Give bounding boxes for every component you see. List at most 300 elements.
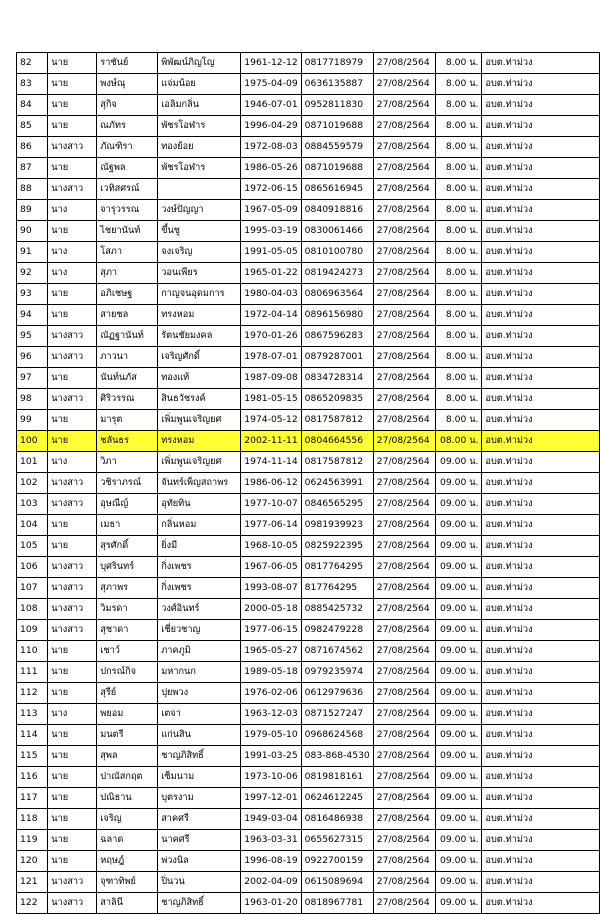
row-number: 88	[17, 179, 48, 200]
row-number: 113	[17, 704, 48, 725]
title-prefix: นางสาว	[48, 872, 97, 893]
phone-number: 0871019688	[301, 158, 373, 179]
appointment-date: 27/08/2564	[373, 536, 436, 557]
appointment-date: 27/08/2564	[373, 263, 436, 284]
phone-number: 083-868-4530	[301, 746, 373, 767]
birth-date: 1963-12-03	[241, 704, 301, 725]
phone-number: 0819818161	[301, 767, 373, 788]
location: อบต.ท่าม่วง	[482, 368, 600, 389]
appointment-time: 09.00 น.	[436, 767, 482, 788]
table-row	[17, 284, 600, 305]
appointment-date: 27/08/2564	[373, 410, 436, 431]
appointment-time: 09.00 น.	[436, 788, 482, 809]
location: อบต.ท่าม่วง	[482, 599, 600, 620]
title-prefix: นาย	[48, 158, 97, 179]
birth-date: 1996-08-19	[241, 851, 301, 872]
appointment-time: 8.00 น.	[436, 158, 482, 179]
last-name: ทรงหอม	[158, 431, 241, 452]
title-prefix: นาย	[48, 788, 97, 809]
title-prefix: นางสาว	[48, 347, 97, 368]
title-prefix: นาย	[48, 830, 97, 851]
row-number: 112	[17, 683, 48, 704]
first-name: สุภาพร	[97, 578, 158, 599]
table-row	[17, 830, 600, 851]
row-number: 98	[17, 389, 48, 410]
row-number: 106	[17, 557, 48, 578]
row-number: 82	[17, 53, 48, 74]
table-row	[17, 851, 600, 872]
last-name: ทองย้อย	[158, 137, 241, 158]
appointment-date: 27/08/2564	[373, 725, 436, 746]
title-prefix: นาย	[48, 368, 97, 389]
location: อบต.ท่าม่วง	[482, 74, 600, 95]
appointment-time: 09.00 น.	[436, 830, 482, 851]
table-row	[17, 53, 600, 74]
appointment-time: 09.00 น.	[436, 620, 482, 641]
appointment-time: 09.00 น.	[436, 641, 482, 662]
appointment-date: 27/08/2564	[373, 893, 436, 914]
appointment-time: 09.00 น.	[436, 473, 482, 494]
location: อบต.ท่าม่วง	[482, 284, 600, 305]
first-name: สุชาดา	[97, 620, 158, 641]
table-row	[17, 557, 600, 578]
phone-number: 0840918816	[301, 200, 373, 221]
row-number: 111	[17, 662, 48, 683]
location: อบต.ท่าม่วง	[482, 872, 600, 893]
appointment-time: 8.00 น.	[436, 263, 482, 284]
phone-number: 0655627315	[301, 830, 373, 851]
appointment-date: 27/08/2564	[373, 431, 436, 452]
appointment-time: 8.00 น.	[436, 368, 482, 389]
last-name	[158, 179, 241, 200]
table-row	[17, 242, 600, 263]
birth-date: 1972-06-15	[241, 179, 301, 200]
appointment-date: 27/08/2564	[373, 116, 436, 137]
phone-number: 0612979636	[301, 683, 373, 704]
title-prefix: นาย	[48, 641, 97, 662]
table-row	[17, 410, 600, 431]
birth-date: 1965-05-27	[241, 641, 301, 662]
birth-date: 1981-05-15	[241, 389, 301, 410]
table-row	[17, 200, 600, 221]
first-name: สายชล	[97, 305, 158, 326]
location: อบต.ท่าม่วง	[482, 662, 600, 683]
last-name: ทองแท้	[158, 368, 241, 389]
phone-number: 0865209835	[301, 389, 373, 410]
table-row	[17, 473, 600, 494]
appointment-time: 09.00 น.	[436, 704, 482, 725]
appointment-date: 27/08/2564	[373, 179, 436, 200]
appointment-time: 8.00 น.	[436, 326, 482, 347]
location: อบต.ท่าม่วง	[482, 515, 600, 536]
appointment-time: 8.00 น.	[436, 116, 482, 137]
last-name: เพิ่มพูนเจริญยศ	[158, 452, 241, 473]
phone-number: 0867596283	[301, 326, 373, 347]
first-name: อภิเชษฐ	[97, 284, 158, 305]
title-prefix: นาย	[48, 767, 97, 788]
birth-date: 1967-06-05	[241, 557, 301, 578]
row-number: 83	[17, 74, 48, 95]
row-number: 96	[17, 347, 48, 368]
appointment-date: 27/08/2564	[373, 74, 436, 95]
title-prefix: นาง	[48, 200, 97, 221]
location: อบต.ท่าม่วง	[482, 137, 600, 158]
birth-date: 1972-04-14	[241, 305, 301, 326]
first-name: ณัฏฐานันท์	[97, 326, 158, 347]
first-name: นันท์นภัส	[97, 368, 158, 389]
first-name: มารุต	[97, 410, 158, 431]
last-name: สาคศรี	[158, 809, 241, 830]
table-row	[17, 599, 600, 620]
location: อบต.ท่าม่วง	[482, 305, 600, 326]
location: อบต.ท่าม่วง	[482, 431, 600, 452]
title-prefix: นาง	[48, 704, 97, 725]
location: อบต.ท่าม่วง	[482, 725, 600, 746]
row-number: 84	[17, 95, 48, 116]
appointment-date: 27/08/2564	[373, 746, 436, 767]
first-name: ปกรณ์กิจ	[97, 662, 158, 683]
title-prefix: นาย	[48, 116, 97, 137]
appointment-date: 27/08/2564	[373, 788, 436, 809]
table-row	[17, 536, 600, 557]
table-row	[17, 746, 600, 767]
row-number: 95	[17, 326, 48, 347]
phone-number: 0871674562	[301, 641, 373, 662]
phone-number: 0810100780	[301, 242, 373, 263]
phone-number: 0817718979	[301, 53, 373, 74]
birth-date: 1973-10-06	[241, 767, 301, 788]
table-row	[17, 326, 600, 347]
phone-number: 0968624568	[301, 725, 373, 746]
table-row	[17, 683, 600, 704]
first-name: สุภา	[97, 263, 158, 284]
last-name: เจริญศักดิ์	[158, 347, 241, 368]
table-row	[17, 494, 600, 515]
birth-date: 2000-05-18	[241, 599, 301, 620]
row-number: 122	[17, 893, 48, 914]
table-row	[17, 578, 600, 599]
birth-date: 1977-06-15	[241, 620, 301, 641]
appointment-date: 27/08/2564	[373, 662, 436, 683]
appointment-date: 27/08/2564	[373, 473, 436, 494]
first-name: พยอม	[97, 704, 158, 725]
title-prefix: นาย	[48, 851, 97, 872]
row-number: 97	[17, 368, 48, 389]
row-number: 87	[17, 158, 48, 179]
title-prefix: นาย	[48, 662, 97, 683]
appointment-time: 09.00 น.	[436, 515, 482, 536]
last-name: สินธวัชรงค์	[158, 389, 241, 410]
title-prefix: นาง	[48, 263, 97, 284]
location: อบต.ท่าม่วง	[482, 746, 600, 767]
last-name: แก่นสิน	[158, 725, 241, 746]
first-name: วิภา	[97, 452, 158, 473]
appointment-date: 27/08/2564	[373, 347, 436, 368]
row-number: 110	[17, 641, 48, 662]
phone-number: 0952811830	[301, 95, 373, 116]
birth-date: 1980-04-03	[241, 284, 301, 305]
title-prefix: นางสาว	[48, 599, 97, 620]
appointment-time: 09.00 น.	[436, 662, 482, 683]
appointment-date: 27/08/2564	[373, 137, 436, 158]
appointment-date: 27/08/2564	[373, 305, 436, 326]
phone-number: 0981939923	[301, 515, 373, 536]
appointment-time: 09.00 น.	[436, 893, 482, 914]
first-name: สุรีย์	[97, 683, 158, 704]
first-name: พงษ์ณุ	[97, 74, 158, 95]
title-prefix: นางสาว	[48, 473, 97, 494]
table-row	[17, 368, 600, 389]
appointment-date: 27/08/2564	[373, 830, 436, 851]
first-name: สาลินี	[97, 893, 158, 914]
location: อบต.ท่าม่วง	[482, 326, 600, 347]
location: อบต.ท่าม่วง	[482, 158, 600, 179]
first-name: ภาวนา	[97, 347, 158, 368]
row-number: 93	[17, 284, 48, 305]
phone-number: 0816486938	[301, 809, 373, 830]
first-name: ฉลาด	[97, 830, 158, 851]
phone-number: 0636135887	[301, 74, 373, 95]
appointment-date: 27/08/2564	[373, 53, 436, 74]
title-prefix: นาย	[48, 74, 97, 95]
phone-number: 0819424273	[301, 263, 373, 284]
title-prefix: นาย	[48, 284, 97, 305]
birth-date: 1976-02-06	[241, 683, 301, 704]
phone-number: 0817587812	[301, 410, 373, 431]
last-name: พิพัฒน์ภิญโญ	[158, 53, 241, 74]
title-prefix: นาย	[48, 53, 97, 74]
table-row	[17, 788, 600, 809]
phone-number: 0846565295	[301, 494, 373, 515]
appointment-time: 09.00 น.	[436, 809, 482, 830]
row-number: 92	[17, 263, 48, 284]
table-row	[17, 893, 600, 914]
last-name: นาคศรี	[158, 830, 241, 851]
table-row	[17, 95, 600, 116]
first-name: ศิริวรรณ	[97, 389, 158, 410]
title-prefix: นาย	[48, 305, 97, 326]
table-row	[17, 662, 600, 683]
location: อบต.ท่าม่วง	[482, 452, 600, 473]
last-name: ชาญภิสิทธิ์	[158, 746, 241, 767]
row-number: 103	[17, 494, 48, 515]
location: อบต.ท่าม่วง	[482, 263, 600, 284]
row-number: 100	[17, 431, 48, 452]
appointment-time: 09.00 น.	[436, 725, 482, 746]
table-row	[17, 725, 600, 746]
birth-date: 1977-10-07	[241, 494, 301, 515]
location: อบต.ท่าม่วง	[482, 53, 600, 74]
birth-date: 1987-09-08	[241, 368, 301, 389]
birth-date: 1995-03-19	[241, 221, 301, 242]
appointment-date: 27/08/2564	[373, 578, 436, 599]
first-name: จุฑาทิพย์	[97, 872, 158, 893]
first-name: ณัฐพล	[97, 158, 158, 179]
phone-number: 0879287001	[301, 347, 373, 368]
birth-date: 1986-05-26	[241, 158, 301, 179]
birth-date: 1970-01-26	[241, 326, 301, 347]
last-name: กาญจนอุดมการ	[158, 284, 241, 305]
title-prefix: นางสาว	[48, 578, 97, 599]
appointment-date: 27/08/2564	[373, 95, 436, 116]
birth-date: 1967-05-09	[241, 200, 301, 221]
title-prefix: นาย	[48, 95, 97, 116]
appointment-time: 09.00 น.	[436, 494, 482, 515]
last-name: แจ่มน้อย	[158, 74, 241, 95]
birth-date: 1997-12-01	[241, 788, 301, 809]
title-prefix: นาย	[48, 431, 97, 452]
birth-date: 1993-08-07	[241, 578, 301, 599]
appointment-time: 8.00 น.	[436, 179, 482, 200]
birth-date: 1949-03-04	[241, 809, 301, 830]
first-name: สุรศักดิ์	[97, 536, 158, 557]
phone-number: 0979235974	[301, 662, 373, 683]
birth-date: 1986-06-12	[241, 473, 301, 494]
row-number: 105	[17, 536, 48, 557]
table-row	[17, 620, 600, 641]
last-name: กลิ่นหอม	[158, 515, 241, 536]
birth-date: 1974-05-12	[241, 410, 301, 431]
title-prefix: นาย	[48, 536, 97, 557]
table-row	[17, 221, 600, 242]
location: อบต.ท่าม่วง	[482, 788, 600, 809]
appointment-time: 09.00 น.	[436, 746, 482, 767]
row-number: 117	[17, 788, 48, 809]
birth-date: 1979-05-10	[241, 725, 301, 746]
first-name: ภัณฑิรา	[97, 137, 158, 158]
row-number: 119	[17, 830, 48, 851]
row-number: 109	[17, 620, 48, 641]
last-name: ภาคภูมิ	[158, 641, 241, 662]
appointment-date: 27/08/2564	[373, 641, 436, 662]
table-row	[17, 347, 600, 368]
appointment-time: 8.00 น.	[436, 137, 482, 158]
first-name: ราชันย์	[97, 53, 158, 74]
appointment-time: 8.00 น.	[436, 305, 482, 326]
row-number: 115	[17, 746, 48, 767]
phone-number: 0871019688	[301, 116, 373, 137]
phone-number: 0817764295	[301, 557, 373, 578]
row-number: 94	[17, 305, 48, 326]
title-prefix: นาง	[48, 242, 97, 263]
appointment-date: 27/08/2564	[373, 368, 436, 389]
phone-number: 0865616945	[301, 179, 373, 200]
last-name: ปิ่นวน	[158, 872, 241, 893]
last-name: ชาญภิสิทธิ์	[158, 893, 241, 914]
last-name: จันทร์เพ็ญสถาพร	[158, 473, 241, 494]
appointment-date: 27/08/2564	[373, 200, 436, 221]
last-name: วงศ์อินทร์	[158, 599, 241, 620]
row-number: 104	[17, 515, 48, 536]
table-body	[17, 53, 600, 914]
birth-date: 1946-07-01	[241, 95, 301, 116]
table-row	[17, 179, 600, 200]
appointment-date: 27/08/2564	[373, 620, 436, 641]
phone-number: 0624563991	[301, 473, 373, 494]
last-name: วงษ์ปัญญา	[158, 200, 241, 221]
row-number: 120	[17, 851, 48, 872]
table-row	[17, 452, 600, 473]
appointment-time: 8.00 น.	[436, 200, 482, 221]
location: อบต.ท่าม่วง	[482, 116, 600, 137]
appointment-date: 27/08/2564	[373, 242, 436, 263]
appointment-time: 09.00 น.	[436, 599, 482, 620]
phone-number: 0896156980	[301, 305, 373, 326]
appointment-date: 27/08/2564	[373, 599, 436, 620]
location: อบต.ท่าม่วง	[482, 95, 600, 116]
location: อบต.ท่าม่วง	[482, 347, 600, 368]
appointment-date: 27/08/2564	[373, 326, 436, 347]
row-number: 121	[17, 872, 48, 893]
last-name: ทรงหอม	[158, 305, 241, 326]
table-row	[17, 137, 600, 158]
appointment-date: 27/08/2564	[373, 557, 436, 578]
birth-date: 2002-11-11	[241, 431, 301, 452]
phone-number: 817764295	[301, 578, 373, 599]
appointment-time: 8.00 น.	[436, 410, 482, 431]
table-row	[17, 809, 600, 830]
appointment-date: 27/08/2564	[373, 221, 436, 242]
appointment-date: 27/08/2564	[373, 158, 436, 179]
row-number: 85	[17, 116, 48, 137]
appointment-time: 8.00 น.	[436, 284, 482, 305]
appointment-date: 27/08/2564	[373, 494, 436, 515]
last-name: รัตนชัยมงคล	[158, 326, 241, 347]
first-name: วชิราภรณ์	[97, 473, 158, 494]
appointment-date: 27/08/2564	[373, 389, 436, 410]
first-name: ไชยานันท์	[97, 221, 158, 242]
location: อบต.ท่าม่วง	[482, 830, 600, 851]
phone-number: 0982479228	[301, 620, 373, 641]
first-name: จารุวรรณ	[97, 200, 158, 221]
last-name: เตจา	[158, 704, 241, 725]
phone-number: 0830061466	[301, 221, 373, 242]
row-number: 114	[17, 725, 48, 746]
first-name: วิมรดา	[97, 599, 158, 620]
appointment-time: 08.00 น.	[436, 431, 482, 452]
title-prefix: นาย	[48, 746, 97, 767]
table-row	[17, 116, 600, 137]
location: อบต.ท่าม่วง	[482, 389, 600, 410]
phone-number: 0818967781	[301, 893, 373, 914]
appointment-time: 09.00 น.	[436, 536, 482, 557]
table-row	[17, 389, 600, 410]
appointment-time: 09.00 น.	[436, 557, 482, 578]
birth-date: 1968-10-05	[241, 536, 301, 557]
last-name: จงเจริญ	[158, 242, 241, 263]
last-name: พ่วงนิล	[158, 851, 241, 872]
location: อบต.ท่าม่วง	[482, 473, 600, 494]
appointment-date: 27/08/2564	[373, 851, 436, 872]
title-prefix: นางสาว	[48, 389, 97, 410]
last-name: อุทัยทิน	[158, 494, 241, 515]
table-row	[17, 872, 600, 893]
appointment-time: 8.00 น.	[436, 242, 482, 263]
table-row	[17, 515, 600, 536]
last-name: เชี่ยวชาญ	[158, 620, 241, 641]
appointment-time: 8.00 น.	[436, 74, 482, 95]
phone-number: 0922700159	[301, 851, 373, 872]
row-number: 108	[17, 599, 48, 620]
location: อบต.ท่าม่วง	[482, 410, 600, 431]
location: อบต.ท่าม่วง	[482, 557, 600, 578]
appointment-time: 8.00 น.	[436, 347, 482, 368]
appointment-time: 09.00 น.	[436, 578, 482, 599]
row-number: 89	[17, 200, 48, 221]
location: อบต.ท่าม่วง	[482, 620, 600, 641]
title-prefix: นางสาว	[48, 557, 97, 578]
phone-number: 0834728314	[301, 368, 373, 389]
